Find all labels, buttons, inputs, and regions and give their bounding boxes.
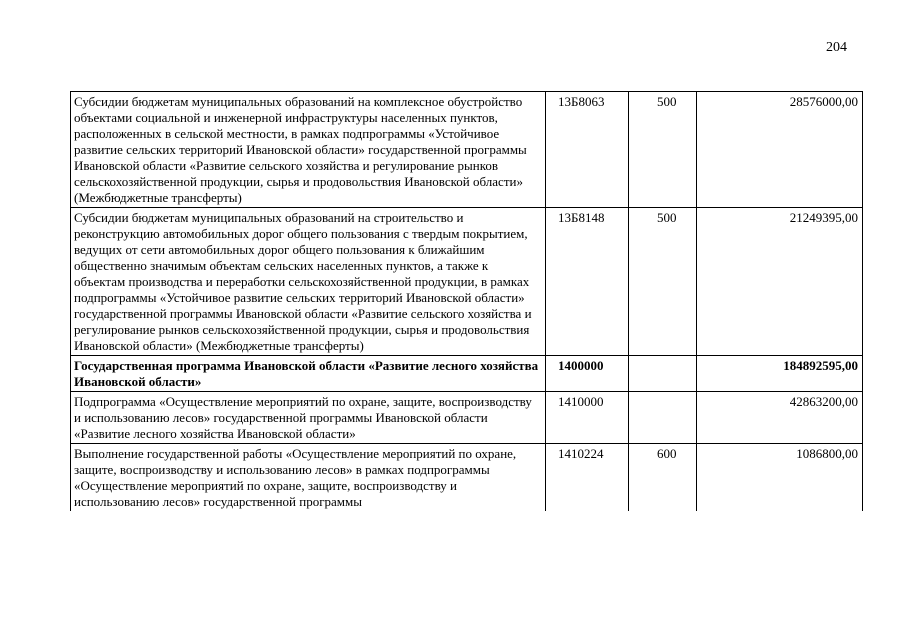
row-description: Государственная программа Ивановской области «Развитие лесного хозяйства Ивановской области» xyxy=(71,356,546,392)
row-expense-kind: 500 xyxy=(629,92,697,208)
row-description: Субсидии бюджетам муниципальных образований на строительство и реконструкцию автомобильных дорог общего пользования с твердым покрытием, ведущих от сети автомобильных дорог общего пользования к ближайшим общественно значимым объектам сельских населенных пунктов, а также к объектам производства и переработки сельскохозяйственной продукции, в рамках подпрограммы «Устойчивое развитие сельских территорий Ивановской области» государственной программы Ивановской области «Развитие сельского хозяйства и регулирование рынков сельскохозяйственной продукции, сырья и продовольствия Ивановской области» (Межбюджетные трансферты) xyxy=(71,208,546,356)
table-row xyxy=(71,208,863,356)
row-target-code: 1410224 xyxy=(546,444,629,512)
row-expense-kind: 500 xyxy=(629,208,697,356)
budget-table xyxy=(70,91,863,511)
row-amount: 42863200,00 xyxy=(697,392,863,444)
row-amount: 28576000,00 xyxy=(697,92,863,208)
row-target-code: 13Б8063 xyxy=(546,92,629,208)
row-amount: 184892595,00 xyxy=(697,356,863,392)
row-description: Подпрограмма «Осуществление мероприятий по охране, защите, воспроизводству и использованию лесов» государственной программы Ивановской области «Развитие лесного хозяйства Ивановской области» xyxy=(71,392,546,444)
row-description: Субсидии бюджетам муниципальных образований на комплексное обустройство объектами социальной и инженерной инфраструктуры населенных пунктов, расположенных в сельской местности, в рамках подпрограммы «Устойчивое развитие сельских территорий Ивановской области» государственной программы Ивановской области «Развитие сельского хозяйства и регулирование рынков сельскохозяйственной продукции, сырья и продовольствия Ивановской области» (Межбюджетные трансферты) xyxy=(71,92,546,208)
row-amount: 21249395,00 xyxy=(697,208,863,356)
table-row xyxy=(71,92,863,208)
table-row-program xyxy=(71,356,863,392)
table-row xyxy=(71,392,863,444)
row-target-code: 1400000 xyxy=(546,356,629,392)
row-description: Выполнение государственной работы «Осуществление мероприятий по охране, защите, воспроизводству и использованию лесов» в рамках подпрограммы «Осуществление мероприятий по охране, защите, воспроизводству и использованию лесов» государственной программы xyxy=(71,444,546,512)
row-expense-kind xyxy=(629,392,697,444)
row-amount: 1086800,00 xyxy=(697,444,863,512)
row-target-code: 1410000 xyxy=(546,392,629,444)
table-row xyxy=(71,444,863,512)
row-target-code: 13Б8148 xyxy=(546,208,629,356)
row-expense-kind: 600 xyxy=(629,444,697,512)
row-expense-kind xyxy=(629,356,697,392)
page-number: 204 xyxy=(826,40,847,55)
